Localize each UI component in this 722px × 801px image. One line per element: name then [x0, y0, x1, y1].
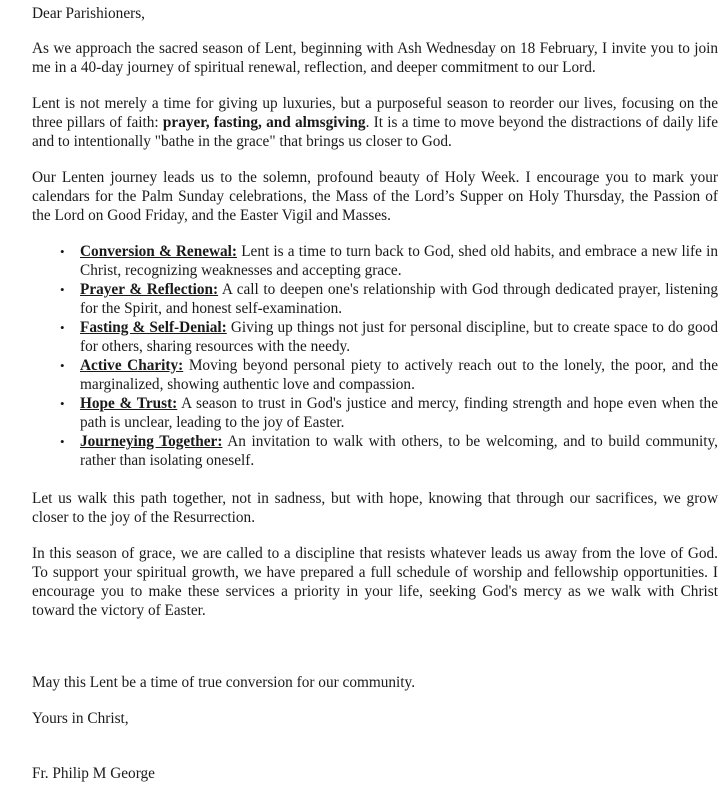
bullet-icon: •	[60, 396, 65, 411]
bullet-icon: •	[60, 244, 65, 259]
closing-line: May this Lent be a time of true conversion for our community.	[32, 674, 416, 691]
schedule-paragraph: In this season of grace, we are called to a discipline that resists whatever leads us away from the love of God. To support your spiritual growth, we have prepared a full schedule of worship and fellowship opportunities. I encourage you to make these services a priority in your life, seeking God's mercy as we walk with Christ toward the victory of Easter.	[32, 545, 718, 619]
list-item	[32, 356, 718, 394]
list-item-term: Conversion & Renewal:	[80, 243, 238, 260]
holy-week-paragraph: Our Lenten journey leads us to the solemn, profound beauty of Holy Week. I encourage you to mark your calendars for the Palm Sunday celebrations, the Mass of the Lord’s Supper on Holy Thursday, the Passion of the Lord on Good Friday, and the Easter Vigil and Masses.	[32, 169, 718, 224]
list-item-text: Lent is a time to turn back to God, shed old habits, and embrace a new life in Christ, recognizing weaknesses and accepting grace.	[80, 243, 718, 279]
bullet-icon: •	[60, 282, 65, 297]
list-item	[32, 242, 718, 280]
intro-paragraph: As we approach the sacred season of Lent, beginning with Ash Wednesday on 18 February, I invite you to join me in a 40-day journey of spiritual renewal, reflection, and deeper commitment to our Lord.	[32, 40, 718, 76]
signature-name: Fr. Philip M George	[32, 765, 155, 782]
pillars-paragraph-end: . It is a time to move beyond the distractions of daily life and to intentionally "bathe in the grace" that brings us closer to God.	[32, 114, 718, 150]
pillars-paragraph	[32, 94, 718, 151]
list-item	[32, 432, 718, 470]
sign-off: Yours in Christ,	[32, 710, 129, 727]
list-item-text: Moving beyond personal piety to actively reach out to the lonely, the poor, and the marginalized, showing authentic love and compassion.	[80, 357, 718, 393]
hope-paragraph: Let us walk this path together, not in sadness, but with hope, knowing that through our sacrifices, we grow closer to the joy of the Resurrection.	[32, 490, 718, 526]
list-item-term: Journeying Together:	[80, 433, 223, 450]
list-item	[32, 318, 718, 356]
list-item-term: Active Charity:	[80, 357, 184, 374]
bullet-icon: •	[60, 434, 65, 449]
list-item	[32, 394, 718, 432]
salutation: Dear Parishioners,	[32, 5, 145, 22]
list-item-text: A season to trust in God's justice and mercy, finding strength and hope even when the path is unclear, leading to the joy of Easter.	[80, 395, 718, 431]
lenten-themes-list	[32, 242, 718, 470]
list-item-term: Hope & Trust:	[80, 395, 178, 412]
bullet-icon: •	[60, 358, 65, 373]
three-pillars-emphasis: prayer, fasting, and almsgiving	[162, 114, 366, 131]
list-item-text: Giving up things not just for personal discipline, but to create space to do good for others, sharing resources with the needy.	[80, 319, 718, 355]
list-item	[32, 280, 718, 318]
bullet-icon: •	[60, 320, 65, 335]
list-item-term: Fasting & Self-Denial:	[80, 319, 227, 336]
list-item-text: A call to deepen one's relationship with God through dedicated prayer, listening for the Spirit, and honest self-examination.	[80, 281, 718, 317]
list-item-term: Prayer & Reflection:	[80, 281, 219, 298]
spacer	[32, 637, 718, 673]
letter-body	[32, 4, 718, 783]
pillars-paragraph-start: Lent is not merely a time for giving up luxuries, but a purposeful season to reorder our lives, focusing on the three pillars of faith:	[32, 95, 718, 131]
list-item-text: An invitation to walk with others, to be welcoming, and to build community, rather than isolating oneself.	[80, 433, 719, 469]
